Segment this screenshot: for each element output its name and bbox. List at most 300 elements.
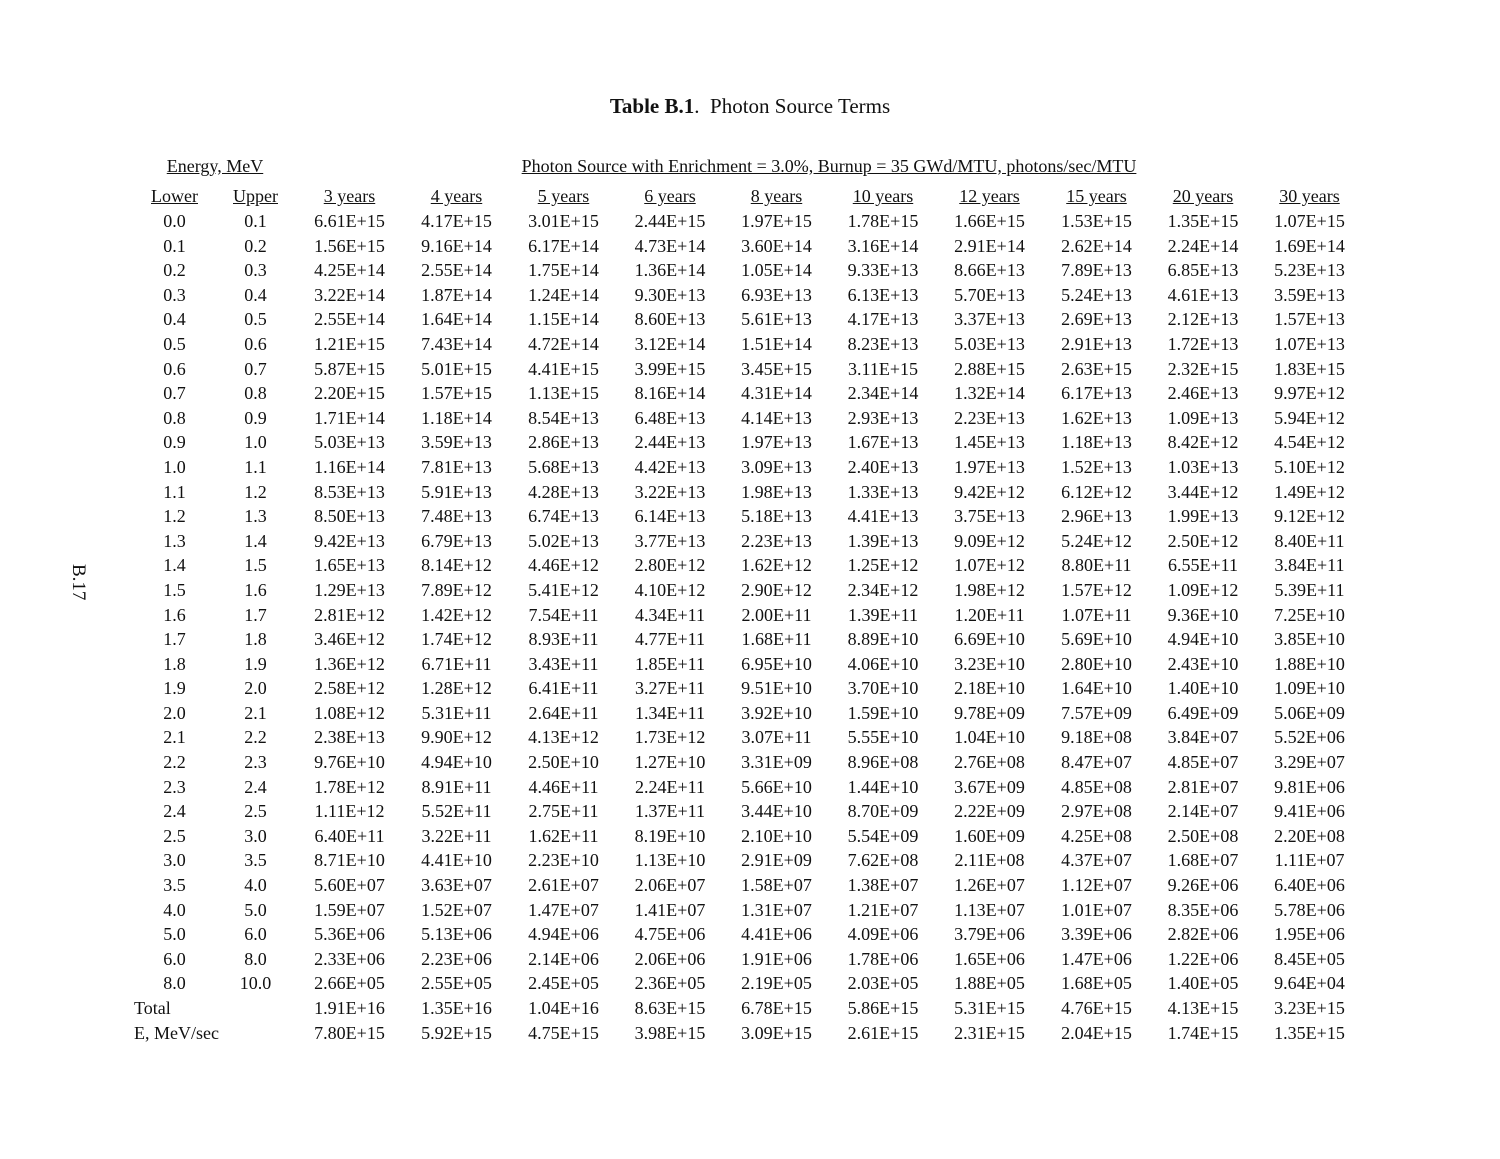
source-value-cell: 1.20E+11 bbox=[954, 604, 1025, 625]
table-row bbox=[134, 406, 1363, 431]
source-value-cell: 6.74E+13 bbox=[528, 506, 599, 527]
energy-upper-cell: 0.4 bbox=[244, 284, 267, 305]
summary-value-cell: 5.86E+15 bbox=[847, 998, 919, 1018]
energy-lower-cell: 3.0 bbox=[163, 850, 186, 871]
energy-upper-cell: 0.6 bbox=[244, 333, 267, 354]
source-value-cell: 1.28E+12 bbox=[421, 678, 492, 699]
source-value-cell: 1.47E+07 bbox=[528, 899, 599, 920]
summary-value-cell: 1.04E+16 bbox=[528, 998, 599, 1018]
source-value-cell: 4.31E+14 bbox=[741, 383, 812, 404]
source-value-cell: 8.19E+10 bbox=[634, 825, 706, 846]
column-header: Upper bbox=[233, 186, 278, 206]
energy-lower-cell: 0.3 bbox=[163, 284, 186, 305]
energy-upper-cell: 3.0 bbox=[244, 825, 267, 846]
source-value-cell: 5.52E+11 bbox=[421, 801, 492, 822]
source-value-cell: 4.28E+13 bbox=[528, 481, 599, 502]
summary-label: Total bbox=[134, 998, 171, 1018]
source-value-cell: 8.16E+14 bbox=[634, 383, 706, 404]
source-value-cell: 1.65E+13 bbox=[314, 555, 385, 576]
energy-upper-cell: 1.9 bbox=[244, 653, 267, 674]
source-value-cell: 5.03E+13 bbox=[954, 333, 1025, 354]
energy-lower-cell: 1.0 bbox=[163, 456, 186, 477]
source-value-cell: 1.39E+11 bbox=[848, 604, 918, 625]
source-value-cell: 5.02E+13 bbox=[528, 530, 599, 551]
energy-upper-cell: 0.2 bbox=[244, 235, 267, 256]
column-header: 15 years bbox=[1066, 186, 1127, 206]
energy-upper-cell: 4.0 bbox=[244, 875, 267, 896]
source-value-cell: 2.23E+06 bbox=[421, 948, 492, 969]
summary-value-cell: 1.91E+16 bbox=[314, 998, 385, 1018]
summary-value-cell: 2.04E+15 bbox=[1061, 1022, 1132, 1043]
energy-upper-cell: 3.5 bbox=[244, 850, 267, 871]
source-value-cell: 2.91E+09 bbox=[741, 850, 812, 871]
source-value-cell: 2.55E+14 bbox=[314, 309, 385, 330]
summary-value-cell: 3.98E+15 bbox=[634, 1022, 706, 1043]
source-value-cell: 3.27E+11 bbox=[635, 678, 705, 699]
source-value-cell: 5.54E+09 bbox=[847, 825, 919, 846]
energy-lower-cell: 0.6 bbox=[163, 358, 186, 379]
column-header-row bbox=[134, 184, 1363, 209]
source-value-cell: 1.24E+14 bbox=[528, 284, 599, 305]
source-value-cell: 6.85E+13 bbox=[1167, 260, 1239, 281]
source-value-cell: 5.03E+13 bbox=[314, 432, 385, 453]
column-header: 4 years bbox=[430, 186, 483, 206]
source-value-cell: 1.01E+07 bbox=[1061, 899, 1132, 920]
source-value-cell: 6.40E+06 bbox=[1274, 875, 1345, 896]
source-value-cell: 4.94E+10 bbox=[1167, 629, 1239, 650]
source-value-cell: 1.08E+12 bbox=[314, 702, 385, 723]
photon-source-table bbox=[134, 184, 1363, 1045]
source-value-cell: 5.87E+15 bbox=[314, 358, 385, 379]
table-row bbox=[134, 529, 1363, 554]
source-value-cell: 8.71E+10 bbox=[314, 850, 385, 871]
source-value-cell: 8.42E+12 bbox=[1167, 432, 1239, 453]
energy-upper-cell: 0.1 bbox=[244, 211, 267, 231]
source-value-cell: 3.79E+06 bbox=[954, 924, 1025, 945]
source-value-cell: 1.56E+15 bbox=[314, 235, 385, 256]
source-value-cell: 2.62E+14 bbox=[1061, 235, 1132, 256]
source-value-cell: 1.59E+10 bbox=[847, 702, 919, 723]
summary-value-cell: 3.09E+15 bbox=[741, 1022, 812, 1043]
source-value-cell: 4.17E+13 bbox=[847, 309, 919, 330]
source-value-cell: 5.61E+13 bbox=[741, 309, 812, 330]
source-value-cell: 5.52E+06 bbox=[1274, 727, 1345, 748]
source-value-cell: 1.97E+13 bbox=[741, 432, 812, 453]
source-value-cell: 3.59E+13 bbox=[421, 432, 492, 453]
source-value-cell: 6.13E+13 bbox=[847, 284, 919, 305]
source-value-cell: 1.15E+14 bbox=[528, 309, 599, 330]
energy-lower-cell: 1.1 bbox=[163, 481, 186, 502]
energy-lower-cell: 2.4 bbox=[163, 801, 186, 822]
source-value-cell: 3.67E+09 bbox=[954, 776, 1025, 797]
source-value-cell: 2.88E+15 bbox=[954, 358, 1025, 379]
source-value-cell: 9.18E+08 bbox=[1061, 727, 1132, 748]
energy-lower-cell: 1.4 bbox=[163, 555, 186, 576]
source-value-cell: 4.25E+14 bbox=[314, 260, 385, 281]
source-value-cell: 4.42E+13 bbox=[634, 456, 706, 477]
source-value-cell: 2.06E+06 bbox=[634, 948, 706, 969]
source-value-cell: 1.64E+10 bbox=[1061, 678, 1132, 699]
source-value-cell: 2.97E+08 bbox=[1061, 801, 1132, 822]
source-value-cell: 2.55E+05 bbox=[421, 973, 492, 994]
source-value-cell: 1.47E+06 bbox=[1061, 948, 1132, 969]
source-value-cell: 5.60E+07 bbox=[314, 875, 385, 896]
source-value-cell: 1.26E+07 bbox=[954, 875, 1025, 896]
source-value-cell: 4.72E+14 bbox=[528, 333, 599, 354]
source-value-cell: 1.29E+13 bbox=[314, 579, 385, 600]
source-value-cell: 2.86E+13 bbox=[528, 432, 599, 453]
source-value-cell: 4.85E+07 bbox=[1167, 752, 1239, 773]
source-value-cell: 1.62E+11 bbox=[528, 825, 599, 846]
source-value-cell: 1.59E+07 bbox=[314, 899, 385, 920]
summary-row bbox=[134, 996, 1363, 1021]
summary-value-cell: 7.80E+15 bbox=[314, 1022, 385, 1043]
energy-upper-cell: 0.9 bbox=[244, 407, 267, 428]
source-value-cell: 6.95E+10 bbox=[741, 653, 812, 674]
column-header: 30 years bbox=[1279, 186, 1340, 206]
source-value-cell: 8.54E+13 bbox=[528, 407, 599, 428]
source-value-cell: 2.23E+10 bbox=[528, 850, 599, 871]
column-header: 10 years bbox=[852, 186, 914, 206]
source-value-cell: 3.43E+11 bbox=[528, 653, 599, 674]
source-value-cell: 1.11E+12 bbox=[314, 801, 385, 822]
source-value-cell: 5.18E+13 bbox=[741, 506, 812, 527]
source-value-cell: 1.78E+15 bbox=[847, 211, 919, 231]
source-value-cell: 5.66E+10 bbox=[741, 776, 812, 797]
summary-value-cell: 1.35E+16 bbox=[421, 998, 492, 1018]
source-value-cell: 8.70E+09 bbox=[847, 801, 919, 822]
source-value-cell: 3.63E+07 bbox=[421, 875, 492, 896]
source-value-cell: 9.64E+04 bbox=[1274, 973, 1345, 994]
energy-lower-cell: 1.7 bbox=[163, 629, 186, 650]
source-value-cell: 1.49E+12 bbox=[1274, 481, 1345, 502]
source-value-cell: 4.13E+12 bbox=[528, 727, 599, 748]
source-value-cell: 3.77E+13 bbox=[634, 530, 706, 551]
source-value-cell: 5.69E+10 bbox=[1061, 629, 1132, 650]
source-value-cell: 1.98E+13 bbox=[741, 481, 812, 502]
source-value-cell: 1.99E+13 bbox=[1167, 506, 1239, 527]
source-value-cell: 1.78E+06 bbox=[847, 948, 919, 969]
source-value-cell: 1.04E+10 bbox=[954, 727, 1025, 748]
source-value-cell: 1.09E+10 bbox=[1274, 678, 1345, 699]
source-value-cell: 1.83E+15 bbox=[1274, 358, 1345, 379]
source-value-cell: 9.12E+12 bbox=[1274, 506, 1345, 527]
source-value-cell: 1.57E+15 bbox=[421, 383, 492, 404]
source-value-cell: 1.95E+06 bbox=[1274, 924, 1345, 945]
table-row bbox=[134, 578, 1363, 603]
source-value-cell: 3.07E+11 bbox=[741, 727, 812, 748]
source-value-cell: 8.35E+06 bbox=[1167, 899, 1239, 920]
table-row bbox=[134, 775, 1363, 800]
source-value-cell: 8.89E+10 bbox=[847, 629, 919, 650]
source-value-cell: 1.57E+13 bbox=[1274, 309, 1345, 330]
source-value-cell: 2.00E+11 bbox=[741, 604, 812, 625]
source-value-cell: 2.82E+06 bbox=[1167, 924, 1239, 945]
source-value-cell: 2.66E+05 bbox=[314, 973, 385, 994]
source-value-cell: 9.51E+10 bbox=[741, 678, 812, 699]
source-value-cell: 2.96E+13 bbox=[1061, 506, 1132, 527]
source-value-cell: 1.21E+07 bbox=[847, 899, 919, 920]
source-value-cell: 2.76E+08 bbox=[954, 752, 1025, 773]
source-value-cell: 1.36E+14 bbox=[634, 260, 706, 281]
energy-upper-cell: 1.2 bbox=[244, 481, 267, 502]
source-value-cell: 1.52E+13 bbox=[1061, 456, 1132, 477]
column-header: 20 years bbox=[1172, 186, 1234, 206]
source-value-cell: 6.48E+13 bbox=[634, 407, 706, 428]
energy-lower-cell: 5.0 bbox=[163, 924, 186, 945]
source-value-cell: 1.72E+13 bbox=[1167, 333, 1239, 354]
energy-upper-cell: 6.0 bbox=[244, 924, 267, 945]
source-value-cell: 4.17E+15 bbox=[421, 211, 492, 231]
source-value-cell: 7.48E+13 bbox=[421, 506, 492, 527]
energy-upper-cell: 2.0 bbox=[244, 678, 267, 699]
summary-value-cell: 1.74E+15 bbox=[1167, 1022, 1239, 1043]
source-value-cell: 6.17E+14 bbox=[528, 235, 599, 256]
source-value-cell: 1.07E+15 bbox=[1274, 211, 1345, 231]
energy-lower-cell: 8.0 bbox=[163, 973, 186, 994]
table-row bbox=[134, 676, 1363, 701]
energy-upper-cell: 1.1 bbox=[244, 456, 267, 477]
source-value-cell: 3.23E+10 bbox=[954, 653, 1025, 674]
energy-upper-cell: 2.1 bbox=[244, 702, 267, 723]
source-value-cell: 2.50E+10 bbox=[528, 752, 599, 773]
energy-lower-cell: 0.2 bbox=[163, 260, 186, 281]
source-value-cell: 1.07E+13 bbox=[1274, 333, 1345, 354]
source-value-cell: 9.97E+12 bbox=[1274, 383, 1345, 404]
table-row bbox=[134, 701, 1363, 726]
column-header: 12 years bbox=[959, 186, 1020, 206]
source-value-cell: 7.54E+11 bbox=[528, 604, 599, 625]
source-value-cell: 1.45E+13 bbox=[954, 432, 1025, 453]
source-value-cell: 1.13E+10 bbox=[634, 850, 706, 871]
source-value-cell: 1.97E+13 bbox=[954, 456, 1025, 477]
source-value-cell: 4.41E+13 bbox=[847, 506, 919, 527]
source-value-cell: 1.09E+13 bbox=[1167, 407, 1239, 428]
source-value-cell: 5.31E+11 bbox=[421, 702, 492, 723]
source-value-cell: 5.41E+12 bbox=[528, 579, 599, 600]
source-value-cell: 8.96E+08 bbox=[847, 752, 919, 773]
source-value-cell: 2.93E+13 bbox=[847, 407, 919, 428]
source-value-cell: 1.58E+07 bbox=[741, 875, 812, 896]
source-value-cell: 1.68E+07 bbox=[1167, 850, 1239, 871]
source-value-cell: 8.66E+13 bbox=[954, 260, 1025, 281]
source-value-cell: 9.90E+12 bbox=[421, 727, 492, 748]
energy-upper-cell: 1.4 bbox=[244, 530, 267, 551]
source-value-cell: 1.88E+05 bbox=[954, 973, 1025, 994]
energy-upper-cell: 1.0 bbox=[244, 432, 267, 453]
source-value-cell: 1.07E+11 bbox=[1061, 604, 1132, 625]
source-value-cell: 9.42E+12 bbox=[954, 481, 1025, 502]
source-value-cell: 9.36E+10 bbox=[1167, 604, 1239, 625]
source-value-cell: 1.16E+14 bbox=[314, 456, 385, 477]
source-value-cell: 1.69E+14 bbox=[1274, 235, 1345, 256]
source-value-cell: 1.31E+07 bbox=[741, 899, 812, 920]
source-value-cell: 1.27E+10 bbox=[634, 752, 706, 773]
table-row bbox=[134, 332, 1363, 357]
source-value-cell: 8.50E+13 bbox=[314, 506, 385, 527]
source-value-cell: 4.85E+08 bbox=[1061, 776, 1132, 797]
table-row bbox=[134, 258, 1363, 283]
source-value-cell: 3.60E+14 bbox=[741, 235, 812, 256]
source-value-cell: 6.71E+11 bbox=[421, 653, 492, 674]
energy-upper-cell: 2.2 bbox=[244, 727, 267, 748]
source-value-cell: 9.78E+09 bbox=[954, 702, 1025, 723]
source-value-cell: 1.18E+13 bbox=[1061, 432, 1132, 453]
source-value-cell: 5.24E+12 bbox=[1061, 530, 1132, 551]
source-value-cell: 9.26E+06 bbox=[1167, 875, 1239, 896]
source-value-cell: 1.21E+15 bbox=[314, 333, 385, 354]
source-value-cell: 2.64E+11 bbox=[528, 702, 599, 723]
source-value-cell: 1.68E+11 bbox=[741, 629, 812, 650]
source-value-cell: 8.40E+11 bbox=[1274, 530, 1345, 551]
source-value-cell: 6.79E+13 bbox=[421, 530, 492, 551]
source-value-cell: 8.23E+13 bbox=[847, 333, 919, 354]
source-value-cell: 8.60E+13 bbox=[634, 309, 706, 330]
source-value-cell: 7.89E+13 bbox=[1061, 260, 1132, 281]
energy-lower-cell: 0.9 bbox=[163, 432, 186, 453]
source-value-cell: 9.76E+10 bbox=[314, 752, 385, 773]
source-value-cell: 1.74E+12 bbox=[421, 629, 492, 650]
energy-lower-cell: 1.5 bbox=[163, 579, 186, 600]
source-value-cell: 1.62E+12 bbox=[741, 555, 812, 576]
source-value-cell: 2.33E+06 bbox=[314, 948, 385, 969]
caption-label: Table B.1 bbox=[609, 94, 695, 118]
source-value-cell: 2.24E+14 bbox=[1167, 235, 1239, 256]
energy-upper-cell: 0.3 bbox=[244, 260, 267, 281]
table-row bbox=[134, 381, 1363, 406]
source-value-cell: 2.75E+11 bbox=[528, 801, 599, 822]
summary-value-cell: 3.23E+15 bbox=[1274, 998, 1345, 1018]
source-value-cell: 2.58E+12 bbox=[314, 678, 385, 699]
summary-value-cell: 5.92E+15 bbox=[421, 1022, 492, 1043]
source-value-cell: 2.63E+15 bbox=[1061, 358, 1132, 379]
energy-upper-cell: 0.7 bbox=[244, 358, 267, 379]
source-value-cell: 3.37E+13 bbox=[954, 309, 1025, 330]
source-value-cell: 6.40E+11 bbox=[314, 825, 385, 846]
summary-value-cell: 4.76E+15 bbox=[1061, 998, 1132, 1018]
source-value-cell: 1.57E+12 bbox=[1061, 579, 1132, 600]
column-header: 5 years bbox=[537, 186, 590, 206]
source-value-cell: 1.39E+13 bbox=[847, 530, 919, 551]
source-value-cell: 3.59E+13 bbox=[1274, 284, 1345, 305]
energy-lower-cell: 1.8 bbox=[163, 653, 186, 674]
energy-upper-cell: 1.8 bbox=[244, 629, 267, 650]
source-value-cell: 4.10E+12 bbox=[634, 579, 706, 600]
source-value-cell: 2.81E+07 bbox=[1167, 776, 1239, 797]
source-value-cell: 5.13E+06 bbox=[421, 924, 492, 945]
caption-title: Photon Source Terms bbox=[710, 94, 891, 118]
table-row bbox=[134, 848, 1363, 873]
source-value-cell: 4.25E+08 bbox=[1061, 825, 1132, 846]
source-value-cell: 4.09E+06 bbox=[847, 924, 919, 945]
energy-upper-cell: 10.0 bbox=[239, 973, 272, 994]
summary-value-cell: 2.31E+15 bbox=[954, 1022, 1025, 1043]
source-value-cell: 1.51E+14 bbox=[741, 333, 812, 354]
source-value-cell: 2.32E+15 bbox=[1167, 358, 1239, 379]
source-value-cell: 6.69E+10 bbox=[954, 629, 1025, 650]
source-value-cell: 3.22E+11 bbox=[421, 825, 492, 846]
source-value-cell: 1.33E+13 bbox=[847, 481, 919, 502]
source-value-cell: 7.57E+09 bbox=[1061, 702, 1132, 723]
source-value-cell: 9.16E+14 bbox=[421, 235, 492, 256]
source-value-cell: 1.85E+11 bbox=[635, 653, 705, 674]
source-value-cell: 5.78E+06 bbox=[1274, 899, 1345, 920]
energy-lower-cell: 0.7 bbox=[163, 383, 186, 404]
source-value-cell: 8.91E+11 bbox=[421, 776, 492, 797]
source-value-cell: 3.46E+12 bbox=[314, 629, 385, 650]
source-value-cell: 1.09E+12 bbox=[1167, 579, 1239, 600]
energy-lower-cell: 0.8 bbox=[163, 407, 186, 428]
source-value-cell: 4.06E+10 bbox=[847, 653, 919, 674]
source-value-cell: 5.06E+09 bbox=[1274, 702, 1345, 723]
table-row bbox=[134, 873, 1363, 898]
source-value-cell: 5.91E+13 bbox=[421, 481, 492, 502]
source-value-cell: 1.71E+14 bbox=[314, 407, 385, 428]
source-value-cell: 9.42E+13 bbox=[314, 530, 385, 551]
source-value-cell: 3.99E+15 bbox=[634, 358, 706, 379]
table-row bbox=[134, 283, 1363, 308]
source-value-cell: 2.14E+06 bbox=[528, 948, 599, 969]
source-value-cell: 1.40E+10 bbox=[1167, 678, 1239, 699]
source-value-cell: 2.23E+13 bbox=[954, 407, 1025, 428]
table-row bbox=[134, 603, 1363, 628]
source-value-cell: 2.90E+12 bbox=[741, 579, 812, 600]
energy-upper-cell: 2.4 bbox=[244, 776, 267, 797]
source-value-cell: 4.41E+15 bbox=[528, 358, 599, 379]
source-value-cell: 3.09E+13 bbox=[741, 456, 812, 477]
source-value-cell: 2.20E+08 bbox=[1274, 825, 1345, 846]
source-value-cell: 5.01E+15 bbox=[421, 358, 492, 379]
energy-lower-cell: 2.2 bbox=[163, 752, 186, 773]
source-value-cell: 4.54E+12 bbox=[1274, 432, 1345, 453]
source-value-cell: 1.05E+14 bbox=[741, 260, 812, 281]
source-value-cell: 1.37E+11 bbox=[635, 801, 705, 822]
source-value-cell: 3.44E+10 bbox=[741, 801, 812, 822]
source-value-cell: 3.31E+09 bbox=[741, 752, 812, 773]
table-row bbox=[134, 480, 1363, 505]
source-value-cell: 2.22E+09 bbox=[954, 801, 1025, 822]
source-value-cell: 1.78E+12 bbox=[314, 776, 385, 797]
table-row bbox=[134, 652, 1363, 677]
source-value-cell: 1.75E+14 bbox=[528, 260, 599, 281]
source-value-cell: 1.40E+05 bbox=[1167, 973, 1239, 994]
table-row bbox=[134, 455, 1363, 480]
column-header: 6 years bbox=[644, 186, 696, 206]
energy-lower-cell: 1.6 bbox=[163, 604, 186, 625]
table-row bbox=[134, 971, 1363, 996]
table-row bbox=[134, 725, 1363, 750]
energy-upper-cell: 2.5 bbox=[244, 801, 267, 822]
source-value-cell: 2.44E+15 bbox=[634, 211, 706, 231]
source-value-cell: 6.17E+13 bbox=[1061, 383, 1132, 404]
source-value-cell: 2.40E+13 bbox=[847, 456, 919, 477]
source-value-cell: 8.53E+13 bbox=[314, 481, 385, 502]
source-value-cell: 2.34E+14 bbox=[847, 383, 919, 404]
source-value-cell: 2.46E+13 bbox=[1167, 383, 1239, 404]
source-value-cell: 2.61E+07 bbox=[528, 875, 599, 896]
source-value-cell: 3.75E+13 bbox=[954, 506, 1025, 527]
table-row bbox=[134, 627, 1363, 652]
energy-upper-cell: 1.3 bbox=[244, 506, 267, 527]
source-value-cell: 2.20E+15 bbox=[314, 383, 385, 404]
table-row bbox=[134, 553, 1363, 578]
source-value-cell: 1.73E+12 bbox=[634, 727, 706, 748]
source-value-cell: 7.81E+13 bbox=[421, 456, 492, 477]
source-value-cell: 4.46E+12 bbox=[528, 555, 599, 576]
column-header: 8 years bbox=[750, 186, 803, 206]
energy-upper-cell: 0.5 bbox=[244, 309, 267, 330]
table-row bbox=[134, 504, 1363, 529]
